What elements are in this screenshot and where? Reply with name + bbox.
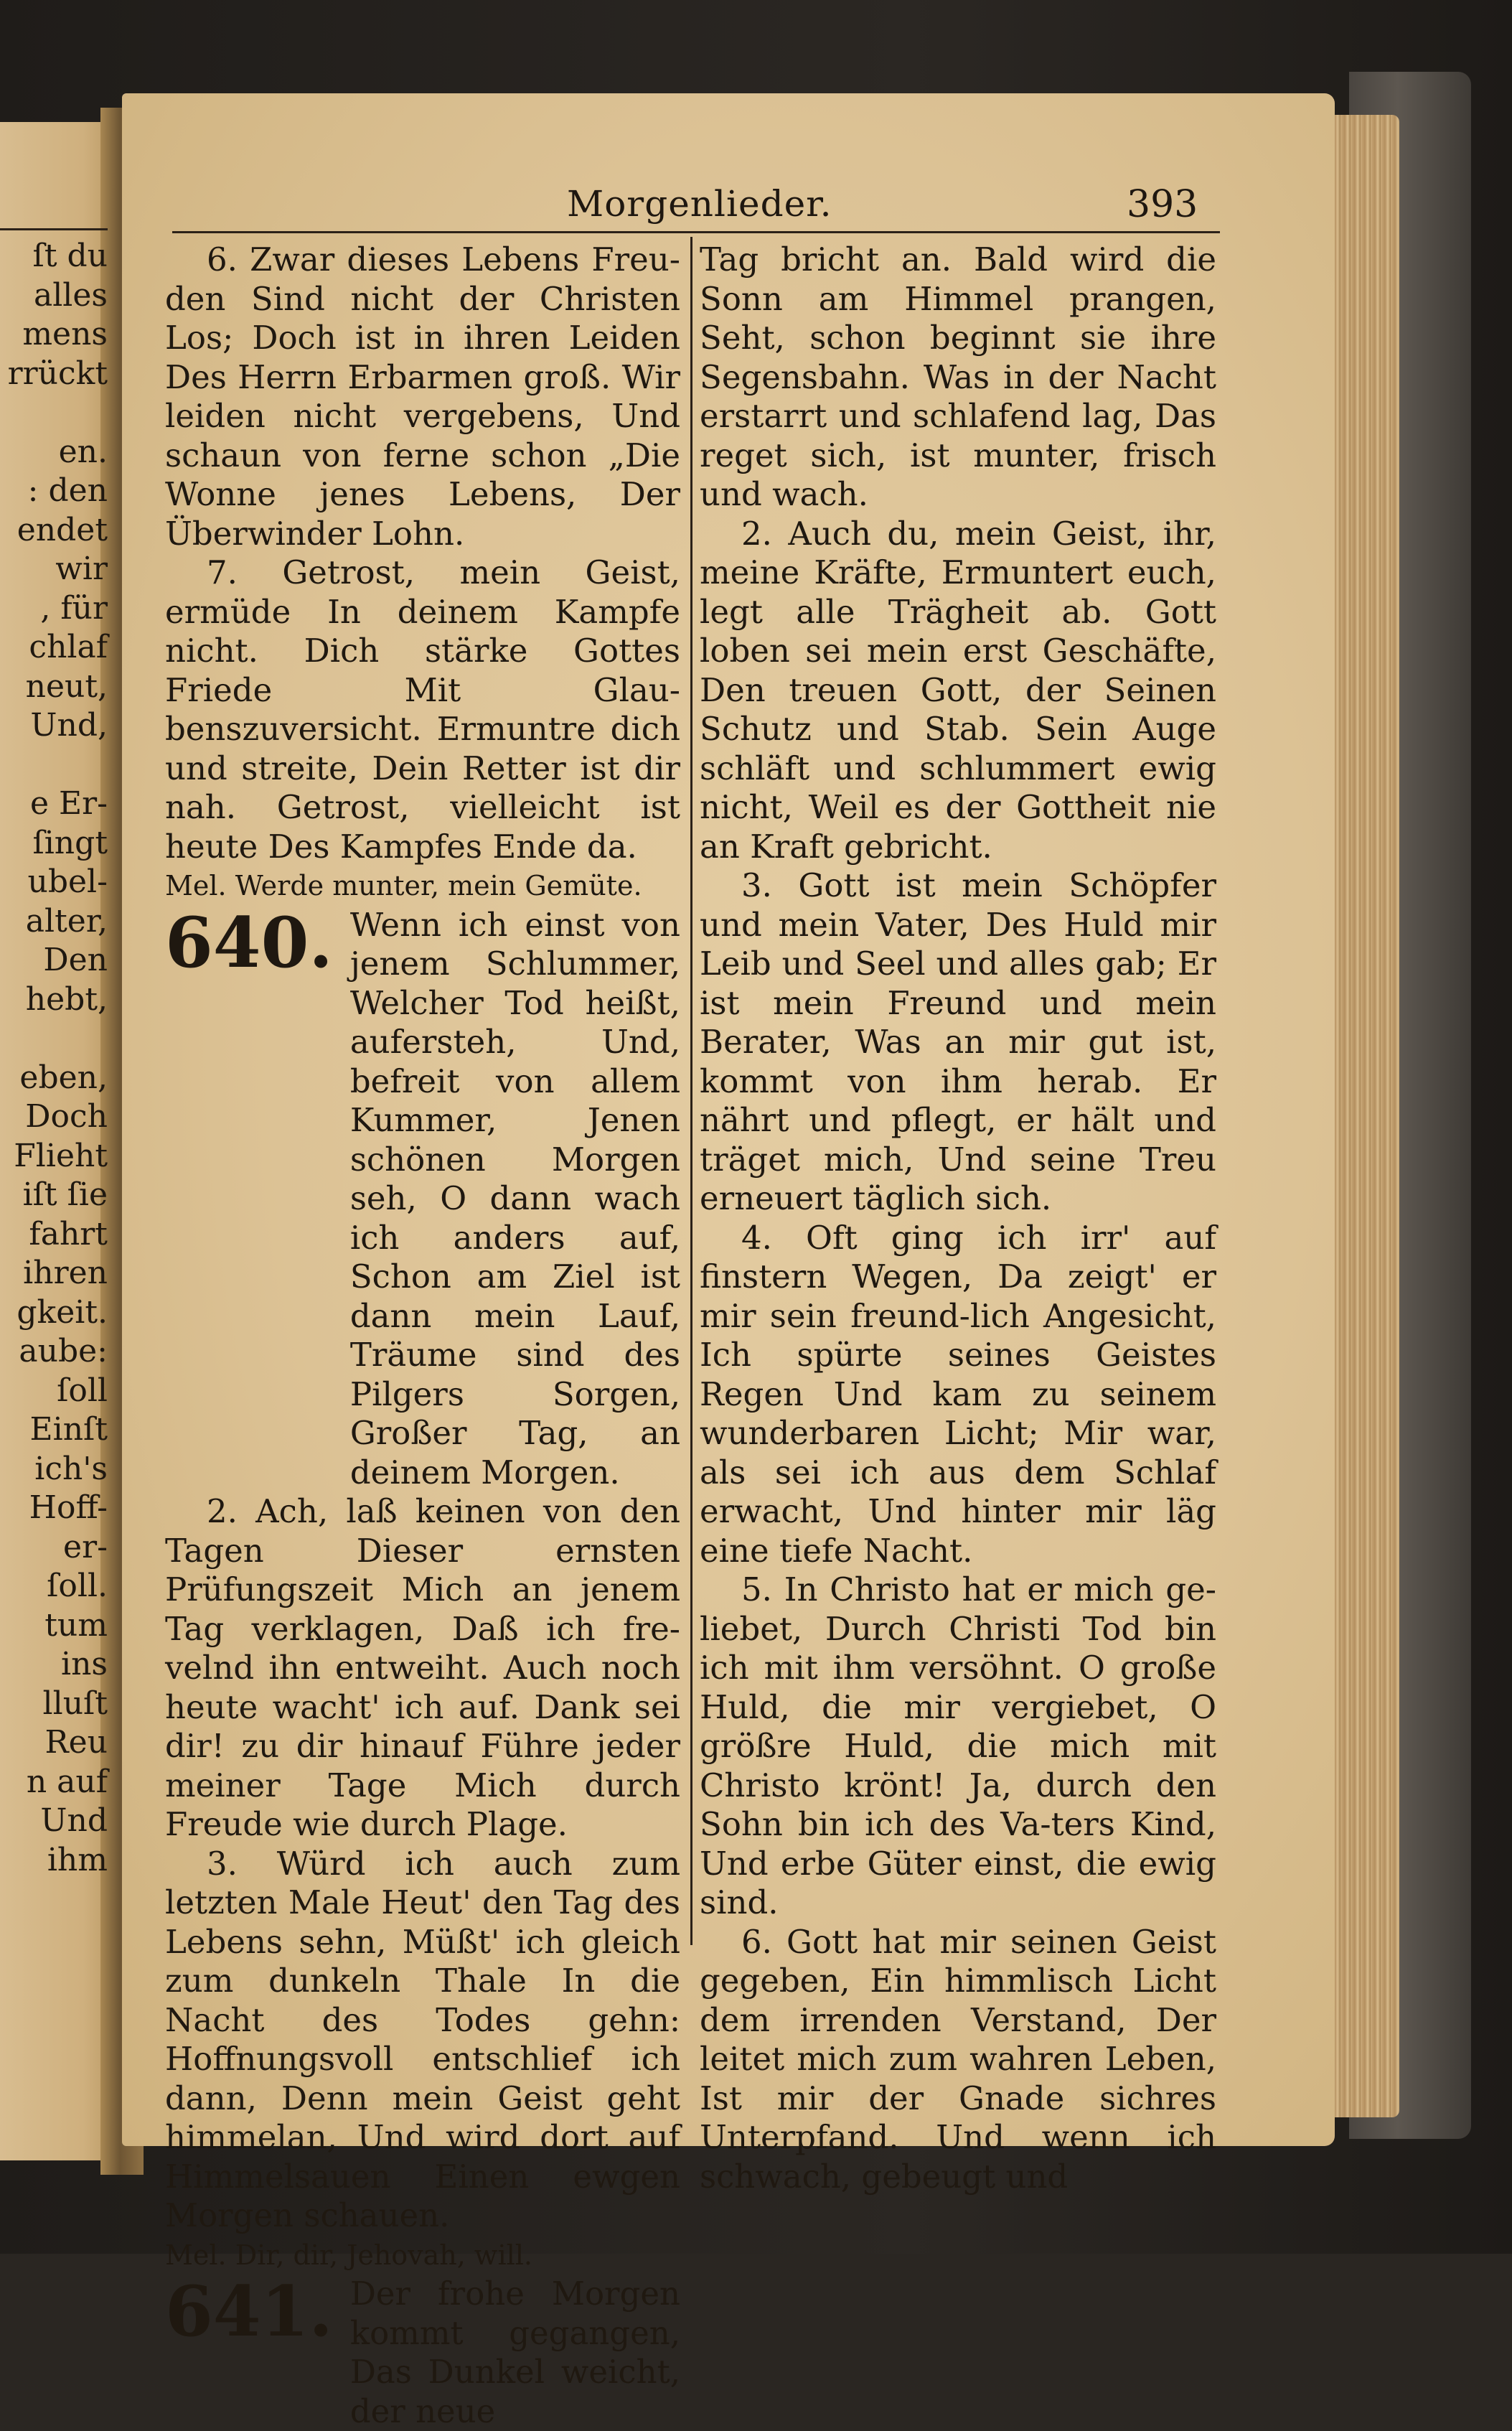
hymn-640-melody: Mel. Werde munter, mein Gemüte. — [165, 870, 642, 901]
left-page-fragments — [0, 237, 108, 1938]
left-page-fragment-line: ſt du — [32, 238, 108, 274]
left-page-fragment-line: Reu — [44, 1724, 108, 1761]
left-page-fragment-line — [0, 1019, 108, 1059]
left-page-fragment-line: fahrt — [29, 1215, 108, 1252]
left-page-rule — [0, 228, 108, 230]
left-page-fragment-line: : den — [27, 472, 108, 509]
left-page-fragment-line: ins — [61, 1646, 108, 1682]
left-page-fragment-line: iſt ſie — [22, 1176, 108, 1213]
hymn-641-stanza-2: 2. Auch du, mein Geist, ihr, meine Kräfte, Ermuntert euch, legt alle Trägheit ab. Gott loben sei mein erst Geschäfte, Den treuen Gott, der Seinen Schutz und Stab. Sein Auge schläft und schlummert ewig nicht, Weil es der Gottheit nie an Kraft gebricht. — [700, 514, 1216, 866]
left-page-fragment-line — [0, 746, 108, 785]
hymn-640-number: 640. — [165, 901, 333, 983]
left-page-fragment-line: Hoff- — [29, 1489, 108, 1526]
left-page-fragment-line: ubel- — [27, 863, 108, 900]
left-page-fragment-line: neut, — [25, 668, 108, 705]
hymn-641-stanza-6: 6. Gott hat mir seinen Geist gegeben, Ein himmlisch Licht dem irrenden Verstand, Der leitet mich zum wahren Leben, Ist mir der Gnade sichres Unterpfand. Und wenn ich schwach, gebeugt und — [700, 1922, 1216, 2196]
hymn-641-melody: Mel. Dir, dir, Jehovah, will. — [165, 2239, 532, 2271]
hymn-641-stanza-4: 4. Oft ging ich irr' auf finstern Wegen, Da zeigt' er mir sein freund-lich Angesicht, Ich spürte seines Geistes Regen Und kam zu seinem wunderbaren Licht; Mir war, als sei ich aus dem Schlaf erwacht, Und hinter mir läg eine tiefe Nacht. — [700, 1218, 1216, 1570]
left-page-fragment-line: wir — [55, 551, 108, 587]
left-page-fragment-line: Doch — [25, 1098, 108, 1135]
hymn-641-stanza-5: 5. In Christo hat er mich ge-liebet, Durch Christi Tod bin ich mit ihm versöhnt. O große Huld, die mir vergiebet, O größre Huld, die mich mit Christo krönt! Ja, durch den Sohn bin ich des Va-ters Kind, Und erbe Güter einst, die ewig sind. — [700, 1570, 1216, 1921]
left-page-fragment-line: hebt, — [25, 980, 108, 1018]
hymn-641-first-stanza: Der frohe Morgen kommt gegangen, Das Dunkel weicht, der neue — [349, 2275, 680, 2430]
hymn-640-stanza-3: 3. Würd ich auch zum letzten Male Heut' den Tag des Lebens sehn, Müßt' ich gleich zum dunkeln Thale In die Nacht des Todes gehn: Hoffnungsvoll entschlief ich dann, Denn mein Geist geht himmelan, Und wird dort auf Himmelsauen Einen ewgen Morgen schauen. — [165, 1844, 680, 2234]
left-page-fragment-line: gkeit. — [17, 1293, 108, 1331]
left-page-fragment-line: chlaf — [29, 629, 108, 665]
left-page-fragment-line: en. — [58, 433, 108, 470]
left-page-fragment-line: Und, — [30, 707, 108, 744]
left-page-fragment-line: lluſt — [42, 1685, 108, 1722]
left-page-fragment-line: ſoll. — [47, 1568, 108, 1604]
left-page-fragment-line: tum — [44, 1606, 108, 1644]
left-page-fragment-line: aube: — [19, 1333, 108, 1369]
left-page-fragment-line: Und — [40, 1802, 108, 1839]
left-page-fragment-line: endet — [17, 511, 108, 548]
hymn-640-first-stanza: Wenn ich einst von jenem Schlummer, Welcher Tod heißt, aufersteh, Und, befreit von allem Kummer, Jenen schönen Morgen seh, O dann wach ich anders auf, Schon am Ziel ist dann mein Lauf, Träume sind des Pilgers Sorgen, Großer Tag, an deinem Morgen. — [349, 905, 680, 1491]
header-rule — [172, 231, 1220, 233]
left-page-fragment-line: n auf — [26, 1763, 108, 1800]
column-divider — [690, 237, 692, 1945]
hymn-640-opening — [165, 901, 680, 1493]
left-page-fragment-line: er- — [63, 1528, 108, 1565]
left-page-fragment-line: e Er- — [29, 785, 108, 822]
left-page-fragment-line: ſingt — [32, 824, 108, 861]
left-page-fragment-line: ſoll — [57, 1372, 108, 1409]
left-page-fragment-line: , für — [40, 589, 108, 627]
hymn-640-stanza-2: 2. Ach, laß keinen von den Tagen Dieser ernsten Prüfungszeit Mich an jenem Tag verklagen, Daß ich fre-velnd ihn entweiht. Auch noch heute wacht' ich auf. Dank sei dir! zu dir hinauf Führe jeder meiner Tage Mich durch Freude wie durch Plage. — [165, 1492, 680, 1843]
hymn-641-stanza-3: 3. Gott ist mein Schöpfer und mein Vater, Des Huld mir Leib und Seel und alles gab; Er ist mein Freund und mein Berater, Was an mir gut ist, kommt von ihm herab. Er nährt und pflegt, er hält und träget mich, Und seine Treu erneuert täglich sich. — [700, 866, 1216, 1217]
hymn-641-continuation: Tag bricht an. Bald wird die Sonn am Himmel prangen, Seht, schon beginnt sie ihre Segensbahn. Was in der Nacht erstarrt und schlafend lag, Das reget sich, ist munter, frisch und wach. — [700, 240, 1216, 513]
left-page-fragment-line: rrückt — [7, 355, 108, 392]
stanza-6: 6. Zwar dieses Lebens Freu-den Sind nicht der Christen Los; Doch ist in ihren Leiden Des Herrn Erbarmen groß. Wir leiden nicht vergebens, Und schaun von ferne schon „Die Wonne jenes Lebens, Der Überwinder Lohn. — [165, 240, 680, 553]
hymn-641-number: 641. — [165, 2271, 333, 2352]
left-page-fragment-line: ihm — [47, 1841, 108, 1878]
left-page-fragment-line: mens — [22, 316, 108, 352]
left-page-fragment-line — [0, 393, 108, 433]
page-number: 393 — [1127, 183, 1198, 226]
left-page-fragment-line: ihren — [23, 1255, 108, 1291]
left-page-fragment-line: ich's — [34, 1450, 108, 1487]
right-column — [700, 240, 1216, 2196]
left-page-fragment-line: Den — [43, 942, 108, 978]
left-page-fragment-line: eben, — [19, 1059, 108, 1096]
left-page-fragment-line: alter, — [25, 902, 108, 940]
left-page-fragment-line: alles — [34, 276, 108, 314]
hymn-641-opening — [165, 2271, 680, 2431]
left-page-fragment-line: Einſt — [29, 1411, 108, 1448]
page-header-title: Morgenlieder. — [567, 183, 832, 225]
left-column — [165, 240, 680, 2430]
stanza-7: 7. Getrost, mein Geist, ermüde In deinem Kampfe nicht. Dich stärke Gottes Friede Mit Glau-benszuversicht. Ermuntre dich und streite, Dein Retter ist dir nah. Getrost, vielleicht ist heute Des Kampfes Ende da. — [165, 553, 680, 866]
left-page-fragment-line: Flieht — [14, 1137, 108, 1174]
